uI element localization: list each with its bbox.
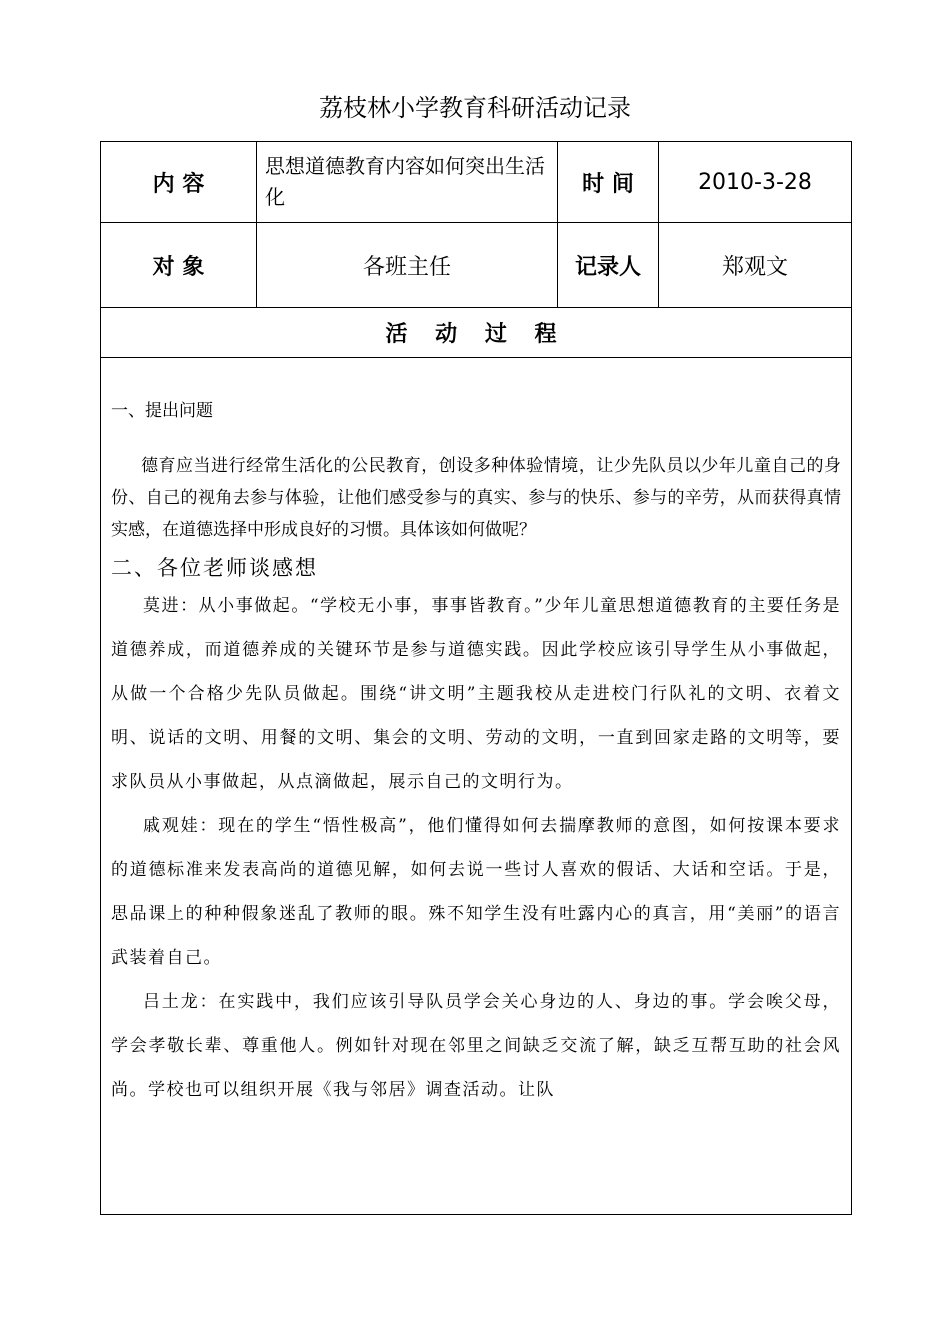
record-table xyxy=(100,141,852,1215)
recorder-value: 郑观文 xyxy=(659,223,852,308)
content-value: 思想道德教育内容如何突出生活化 xyxy=(257,142,558,223)
teacher-comment-3: 吕土龙：在实践中，我们应该引导队员学会关心身边的人、身边的事。学会唉父母，学会孝敬长辈、尊重他人。例如针对现在邻里之间缺乏交流了解，缺乏互帮互助的社会风尚。学校也可以组织开展《我与邻居》调查活动。让队 xyxy=(111,992,841,1100)
table-row xyxy=(101,223,852,308)
section1-heading: 一、提出问题 xyxy=(111,401,213,421)
process-content xyxy=(101,358,851,1112)
target-label: 对 象 xyxy=(101,223,257,308)
table-row xyxy=(101,142,852,223)
table-row xyxy=(101,308,852,358)
teacher-comment-2: 戚观娃：现在的学生“悟性极高”，他们懂得如何去揣摩教师的意图，如何按课本要求的道德标准来发表高尚的道德见解，如何去说一些讨人喜欢的假话、大话和空话。于是，思品课上的种种假象迷乱了教师的眼。殊不知学生没有吐露内心的真言，用“美丽”的语言武装着自己。 xyxy=(111,816,841,968)
table-row xyxy=(101,358,852,1215)
process-body xyxy=(101,358,852,1215)
process-heading: 活 动 过 程 xyxy=(101,308,852,358)
target-value: 各班主任 xyxy=(257,223,558,308)
section2-heading: 二、各位老师谈感想 xyxy=(111,556,318,580)
time-value: 2010-3-28 xyxy=(659,142,852,223)
teacher-comment-1: 莫进：从小事做起。“学校无小事，事事皆教育。”少年儿童思想道德教育的主要任务是道德养成，而道德养成的关键环节是参与道德实践。因此学校应该引导学生从小事做起，从做一个合格少先队员做起。围绕“讲文明”主题我校从走进校门行队礼的文明、衣着文明、说话的文明、用餐的文明、集会的文明、劳动的文明，一直到回家走路的文明等，要求队员从小事做起，从点滴做起，展示自己的文明行为。 xyxy=(111,596,841,792)
content-label: 内 容 xyxy=(101,142,257,223)
time-label: 时 间 xyxy=(558,142,659,223)
page-title: 荔枝林小学教育科研活动记录 xyxy=(319,94,631,122)
recorder-label: 记录人 xyxy=(558,223,659,308)
section1-text: 德育应当进行经常生活化的公民教育，创设多种体验情境，让少先队员以少年儿童自己的身份、自己的视角去参与体验，让他们感受参与的真实、参与的快乐、参与的辛劳，从而获得真情实感，在道德选择中形成良好的习惯。具体该如何做呢？ xyxy=(111,456,841,540)
